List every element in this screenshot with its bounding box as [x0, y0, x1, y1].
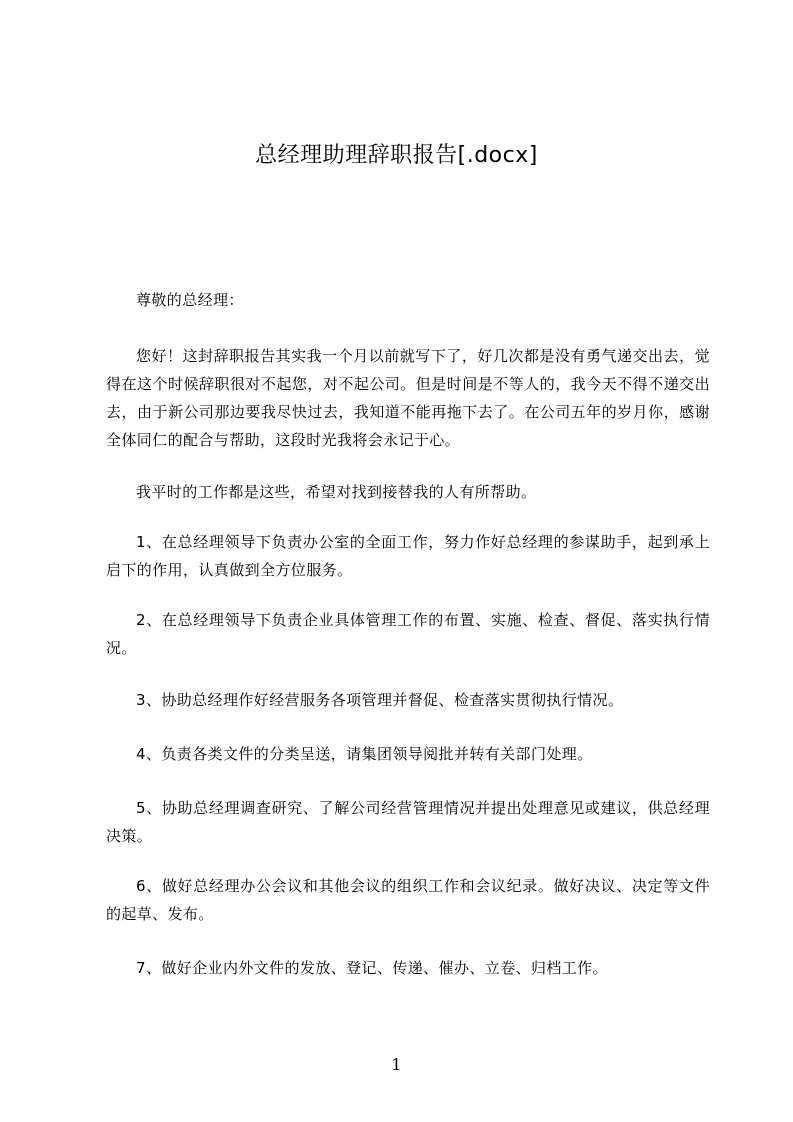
document-title: 总经理助理辞职报告[.docx]: [255, 143, 538, 168]
duty-item-6: 6、做好总经理办公会议和其他会议的组织工作和会议纪录。做好决议、决定等文件的起草、发布。: [106, 877, 710, 923]
paragraph-greeting: 您好！这封辞职报告其实我一个月以前就写下了，好几次都是没有勇气递交出去，觉得在这个时候辞职很对不起您，对不起公司。但是时间是不等人的，我今天不得不递交出去，由于新公司那边要我尽快过去，我知道不能再拖下去了。在公司五年的岁月你，感谢全体同仁的配合与帮助，这段时光我将会永记于心。: [106, 347, 710, 449]
salutation: 尊敬的总经理：: [136, 291, 244, 309]
page-number: 1: [391, 1055, 402, 1074]
duty-item-2: 2、在总经理领导下负责企业具体管理工作的布置、实施、检查、督促、落实执行情况。: [106, 611, 710, 657]
duty-item-4: 4、负责各类文件的分类呈送，请集团领导阅批并转有关部门处理。: [136, 745, 593, 763]
duty-item-5: 5、协助总经理调查研究、了解公司经营管理情况并提出处理意见或建议，供总经理决策。: [106, 799, 710, 845]
paragraph-intro: 我平时的工作都是这些，希望对找到接替我的人有所帮助。: [136, 483, 537, 501]
duty-item-3: 3、协助总经理作好经营服务各项管理并督促、检查落实贯彻执行情况。: [136, 691, 624, 709]
duty-item-1: 1、在总经理领导下负责办公室的全面工作，努力作好总经理的参谋助手，起到承上启下的作用，认真做到全方位服务。: [106, 533, 710, 579]
duty-item-7: 7、做好企业内外文件的发放、登记、传递、催办、立卷、归档工作。: [136, 959, 608, 977]
